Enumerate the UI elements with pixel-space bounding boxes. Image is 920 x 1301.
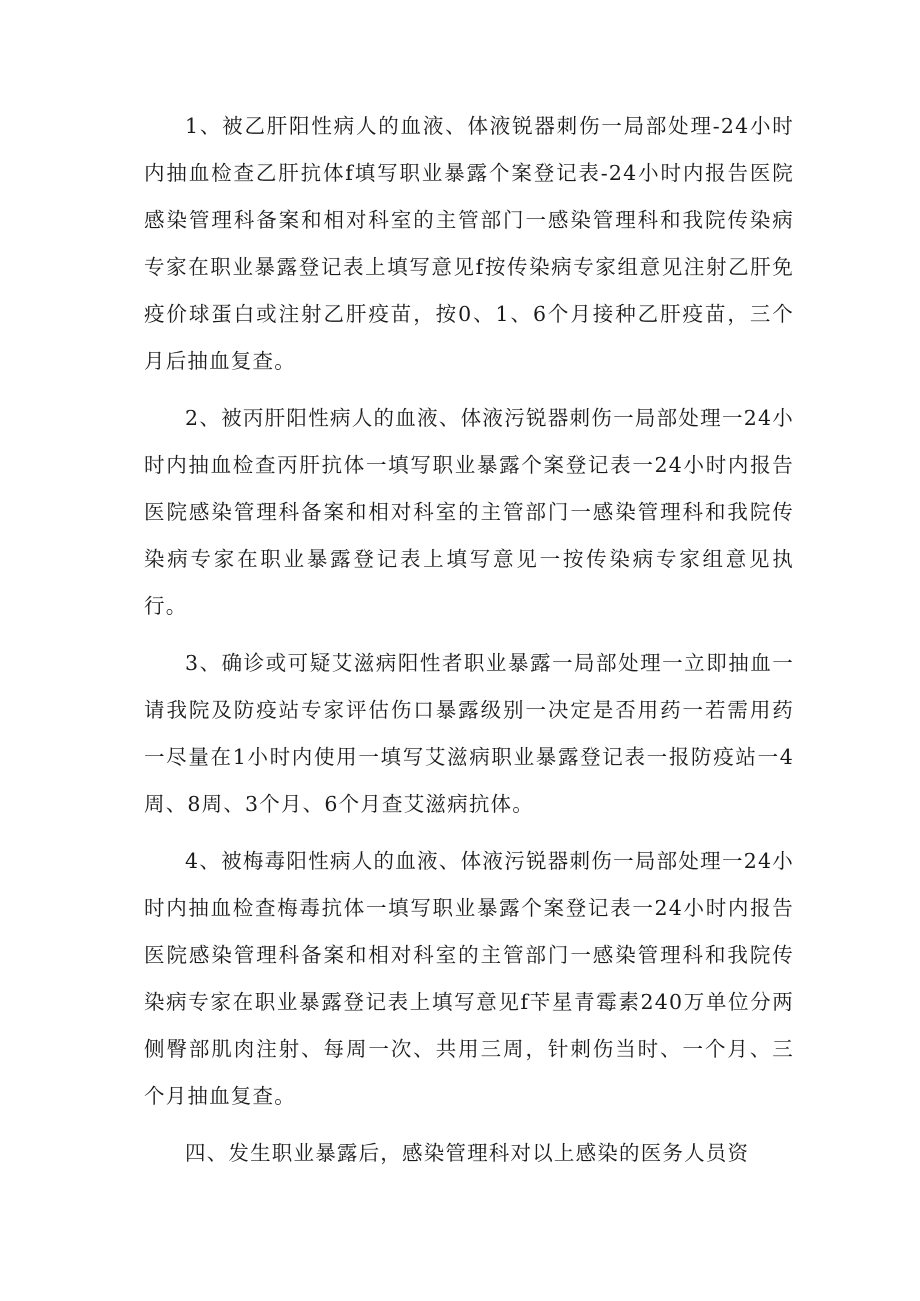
- paragraph-hiv-exposure: 3、确诊或可疑艾滋病阳性者职业暴露一局部处理一立即抽血一请我院及防疫站专家评估伤口暴露级别一决定是否用药一若需用药一尽量在1小时内使用一填写艾滋病职业暴露登记表一报防疫站一4周、8周、3个月、6个月查艾滋病抗体。: [144, 651, 794, 816]
- paragraph-section-four: 四、发生职业暴露后，感染管理科对以上感染的医务人员资: [185, 1141, 750, 1165]
- document-body: [144, 103, 794, 1177]
- paragraph-syphilis-exposure: 4、被梅毒阳性病人的血液、体液污锐器刺伤一局部处理一24小时内抽血检查梅毒抗体一填写职业暴露个案登记表一24小时内报告医院感染管理科备案和相对科室的主管部门一感染管理科和我院传染病专家在职业暴露登记表上填写意见f苄星青霉素240万单位分两侧臀部肌肉注射、每周一次、共用三周，针刺伤当时、一个月、三个月抽血复查。: [144, 849, 794, 1108]
- paragraph-hbv-exposure: 1、被乙肝阳性病人的血液、体液锐器刺伤一局部处理-24小时内抽血检查乙肝抗体f填写职业暴露个案登记表-24小时内报告医院感染管理科备案和相对科室的主管部门一感染管理科和我院传染病专家在职业暴露登记表上填写意见f按传染病专家组意见注射乙肝免疫价球蛋白或注射乙肝疫苗，按0、1、6个月接种乙肝疫苗，三个月后抽血复查。: [144, 114, 794, 373]
- paragraph-hcv-exposure: 2、被丙肝阳性病人的血液、体液污锐器刺伤一局部处理一24小时内抽血检查丙肝抗体一填写职业暴露个案登记表一24小时内报告医院感染管理科备案和相对科室的主管部门一感染管理科和我院传染病专家在职业暴露登记表上填写意见一按传染病专家组意见执行。: [144, 406, 794, 618]
